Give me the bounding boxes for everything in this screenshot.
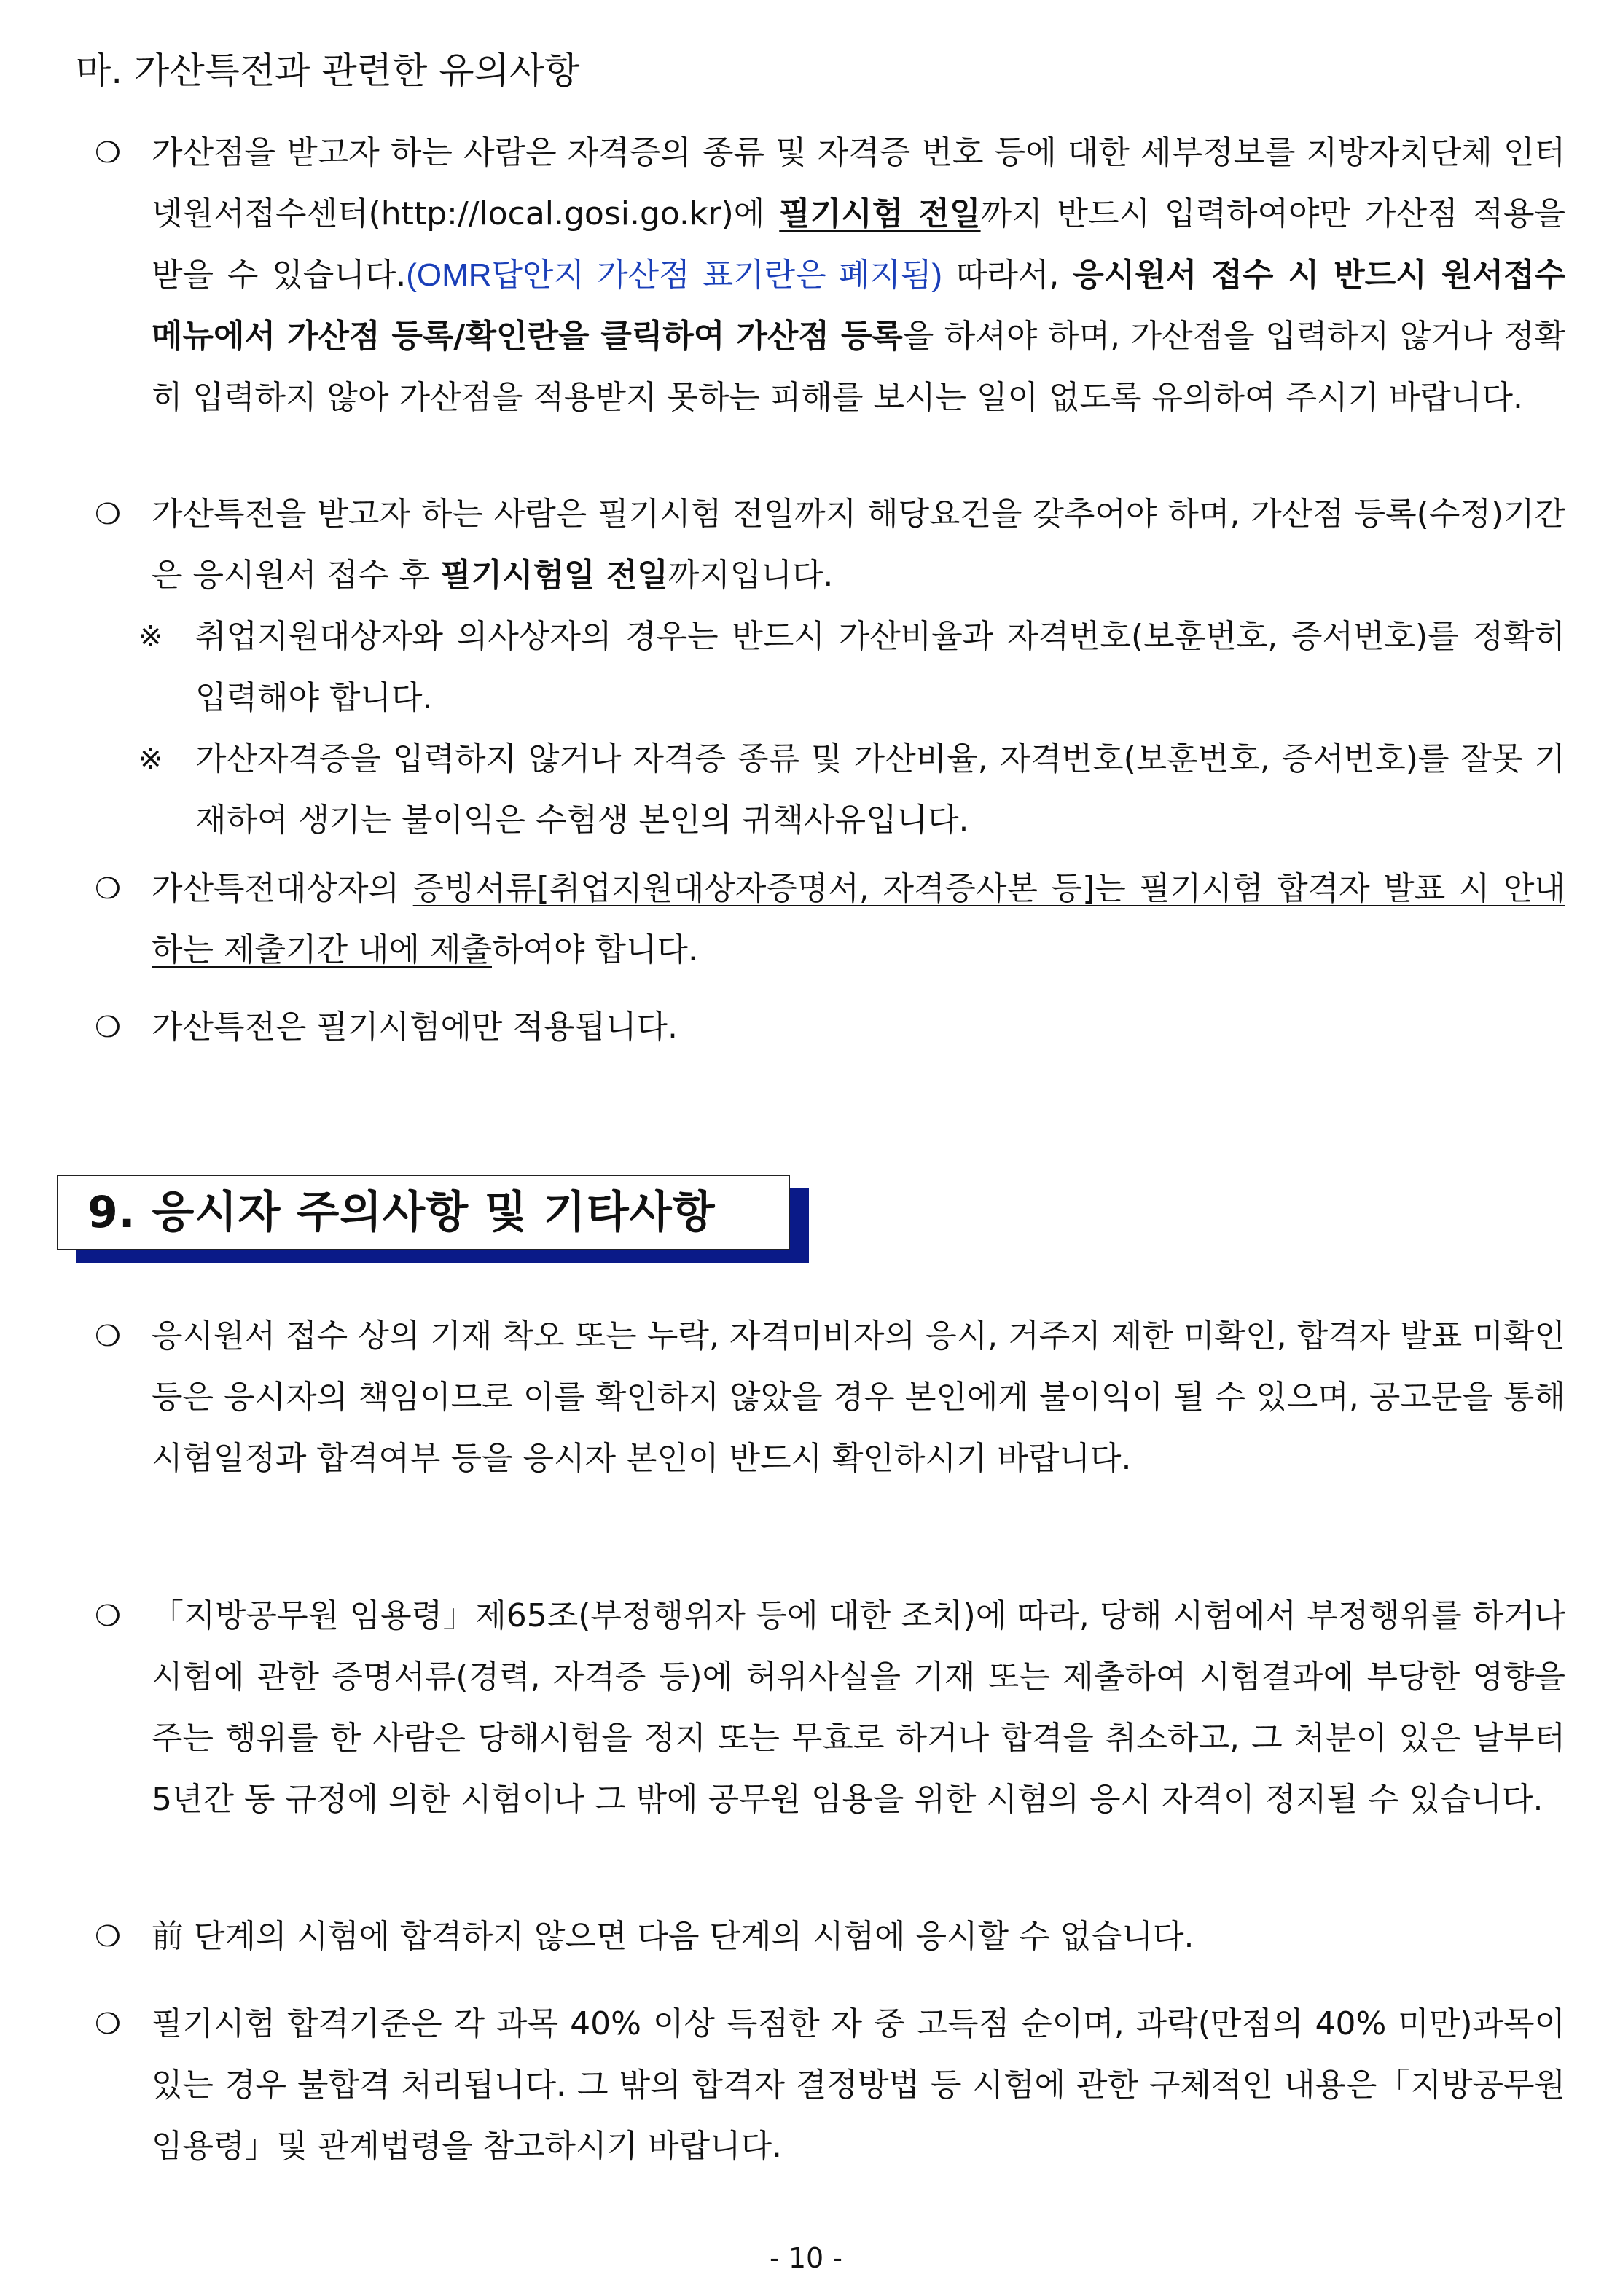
page-number: - 10 -	[770, 2242, 842, 2274]
reference-mark-icon: ※	[138, 743, 163, 776]
bullet-circle-icon: ❍	[95, 136, 121, 170]
underlined-documents: 증빙서류[취업지원대상자증명서, 자격증사본 등]는 필기시험 합격자 발표 시 안내하는 제출기간 내에 제출	[152, 870, 1565, 968]
bullet-circle-icon: ❍	[95, 498, 121, 531]
emphasis-exam-eve: 필기시험 전일	[779, 195, 981, 232]
bullet-circle-icon: ❍	[95, 872, 121, 906]
emphasis-written-exam-eve: 필기시험일 전일	[439, 557, 668, 594]
bullet-circle-icon: ❍	[95, 2007, 121, 2041]
misconduct-paragraph: ❍ 「지방공무원 임용령」제65조(부정행위자 등에 대한 조치)에 따라, 당해 시험에서 부정행위를 하거나 시험에 관한 증명서류(경력, 자격증 등)에 허위사실을 기재 또는 제출하여 시험결과에 부당한 영향을 주는 행위를 한 사람은 당해시험을 정지 또는 무효로 하거나 합격을 취소하고, 그 처분이 있은 날부터 5년간 동 규정에 의한 시험이나 그 밖에 공무원 임용을 위한 시험의 응시 자격이 정지될 수 있습니다.	[152, 1586, 1565, 1830]
section-title: 9. 응시자 주의사항 및 기타사항	[87, 1187, 716, 1238]
bonus-period-paragraph: ❍ 가산특전을 받고자 하는 사람은 필기시험 전일까지 해당요건을 갖추어야 하며, 가산점 등록(수정)기간은 응시원서 접수 후 필기시험일 전일까지입니다.	[152, 484, 1565, 606]
section-heading-box	[57, 1175, 790, 1250]
bullet-circle-icon: ❍	[95, 1599, 121, 1633]
note-certificate-errors: ※ 가산자격증을 입력하지 않거나 자격증 종류 및 가산비율, 자격번호(보훈번호, 증서번호)를 잘못 기재하여 생기는 불이익은 수험생 본인의 귀책사유입니다.	[195, 729, 1565, 851]
passing-criteria-paragraph: ❍ 필기시험 합격기준은 각 과목 40% 이상 득점한 자 중 고득점 순이며, 과락(만점의 40% 미만)과목이 있는 경우 불합격 처리됩니다. 그 밖의 합격자 결정방법 등 시험에 관한 구체적인 내용은「지방공무원 임용령」및 관계법령을 참고하시기 바랍니다.	[152, 1994, 1565, 2177]
proof-documents-paragraph: ❍ 가산특전대상자의 증빙서류[취업지원대상자증명서, 자격증사본 등]는 필기시험 합격자 발표 시 안내하는 제출기간 내에 제출하여야 합니다.	[152, 858, 1565, 981]
reference-mark-icon: ※	[138, 620, 163, 654]
bonus-scope-paragraph: ❍ 가산특전은 필기시험에만 적용됩니다.	[152, 997, 1565, 1058]
bullet-circle-icon: ❍	[95, 1011, 121, 1044]
note-veterans: ※ 취업지원대상자와 의사상자의 경우는 반드시 가산비율과 자격번호(보훈번호, 증서번호)를 정확히 입력해야 합니다.	[195, 606, 1565, 729]
section-heading-frame	[57, 1175, 790, 1250]
omr-notice: (OMR답안지 가산점 표기란은 폐지됨)	[406, 257, 942, 293]
stage-requirement-paragraph: ❍ 前 단계의 시험에 합격하지 않으면 다음 단계의 시험에 응시할 수 없습니다.	[152, 1906, 1565, 1967]
applicant-responsibility-paragraph: ❍ 응시원서 접수 상의 기재 착오 또는 누락, 자격미비자의 응시, 거주지 제한 미확인, 합격자 발표 미확인 등은 응시자의 책임이므로 이를 확인하지 않았을 경우 본인에게 불이익이 될 수 있으며, 공고문을 통해 시험일정과 합격여부 등을 응시자 본인이 반드시 확인하시기 바랍니다.	[152, 1306, 1565, 1489]
emphasis-registration: 응시원서 접수 시 반드시 원서접수 메뉴에서 가산점 등록/확인란을 클릭하여 가산점 등록	[152, 256, 1565, 355]
bullet-circle-icon: ❍	[95, 1320, 121, 1353]
subsection-heading: 마. 가산특전과 관련한 유의사항	[76, 50, 580, 92]
bullet-circle-icon: ❍	[95, 1920, 121, 1954]
bonus-registration-paragraph: ❍ 가산점을 받고자 하는 사람은 자격증의 종류 및 자격증 번호 등에 대한 세부정보를 지방자치단체 인터넷원서접수센터(http://local.gosi.go.kr)에 필기시험 전일까지 반드시 입력하여야만 가산점 적용을 받을 수 있습니다.(OMR답안지 가산점 표기란은 폐지됨) 따라서, 응시원서 접수 시 반드시 원서접수 메뉴에서 가산점 등록/확인란을 클릭하여 가산점 등록을 하셔야 하며, 가산점을 입력하지 않거나 정확히 입력하지 않아 가산점을 적용받지 못하는 피해를 보시는 일이 없도록 유의하여 주시기 바랍니다.	[152, 122, 1565, 428]
